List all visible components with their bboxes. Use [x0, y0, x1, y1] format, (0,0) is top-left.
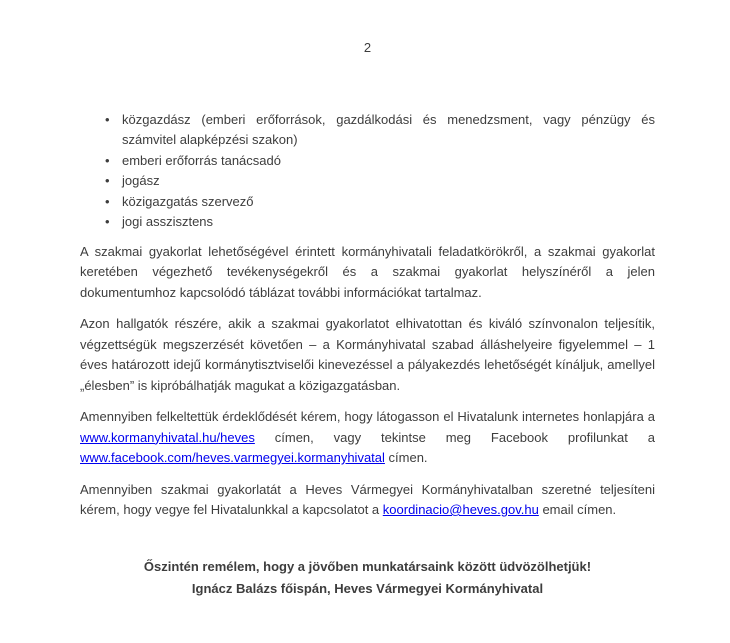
coordination-email-link[interactable]: koordinacio@heves.gov.hu [382, 502, 539, 517]
closing-line-1: Őszintén remélem, hogy a jövőben munkatársaink között üdvözölhetjük! [143, 558, 592, 574]
list-item [80, 212, 655, 233]
text-segment: Amennyiben szakmai gyakorlatát a Heves Vármegyei Kormányhivatalban szeretné teljesíteni kérem, hogy vegye fel Hivatalunkkal a kapcsolatot a [80, 481, 655, 517]
list-item [80, 110, 655, 151]
bullet-icon: • [105, 193, 110, 209]
closing-line-2: Ignácz Balázs főispán, Heves Vármegyei Kormányhivatal [191, 580, 544, 596]
degree-bullet-list [80, 110, 655, 233]
list-item [80, 151, 655, 172]
bullet-icon: • [105, 152, 110, 168]
facebook-profile-link[interactable]: www.facebook.com/heves.varmegyei.kormanyhivatal [80, 450, 385, 465]
list-item-text: jogi asszisztens [122, 214, 214, 229]
list-item-text: emberi erőforrás tanácsadó [122, 152, 281, 168]
text-segment: Amennyiben felkeltettük érdeklődését kérem, hogy látogasson el Hivatalunk internetes honlapjára a [80, 409, 655, 424]
list-item-text: közgazdász (emberi erőforrások, gazdálkodási és menedzsment, vagy pénzügy és számvitel alapképzési szakon) [122, 111, 655, 147]
list-item-text: jogász [122, 173, 160, 188]
paragraph-honlap [80, 407, 655, 469]
text-segment: címen, vagy tekintse meg Facebook profilunkat a [254, 429, 655, 445]
list-item-text: közigazgatás szervező [122, 193, 254, 209]
text-segment: email címen. [538, 502, 617, 517]
page-number: 2 [363, 40, 372, 55]
bullet-icon: • [105, 214, 110, 229]
bullet-icon: • [105, 111, 110, 127]
list-item [80, 171, 655, 192]
closing-block [80, 556, 655, 600]
text-segment: címen. [384, 450, 428, 465]
bullet-icon: • [105, 173, 110, 188]
kormanyhivatal-website-link[interactable]: www.kormanyhivatal.hu/heves [80, 429, 255, 445]
paragraph-palyakezdes: Azon hallgatók részére, akik a szakmai gyakorlatot elhivatottan és kiváló színvonalon teljesítik, végzettségük megszerzését követően – a Kormányhivatal szabad álláshelyeire figyelemmel – 1 éves határozott idejű kormánytisztviselői kinevezéssel a pályakezdés lehetőségét kínáljuk, amellyel „élesben” is kipróbálhatják magukat a közigazgatásban. [80, 316, 655, 393]
paragraph-feladatkorok: A szakmai gyakorlat lehetőségével érintett kormányhivatali feladatkörökről, a szakmai gyakorlat keretében végezhető tevékenységekről és a szakmai gyakorlat helyszínéről a jelen dokumentumhoz kapcsolódó táblázat további információkat tartalmaz. [80, 243, 655, 300]
list-item [80, 192, 655, 213]
paragraph-kapcsolat [80, 480, 655, 521]
